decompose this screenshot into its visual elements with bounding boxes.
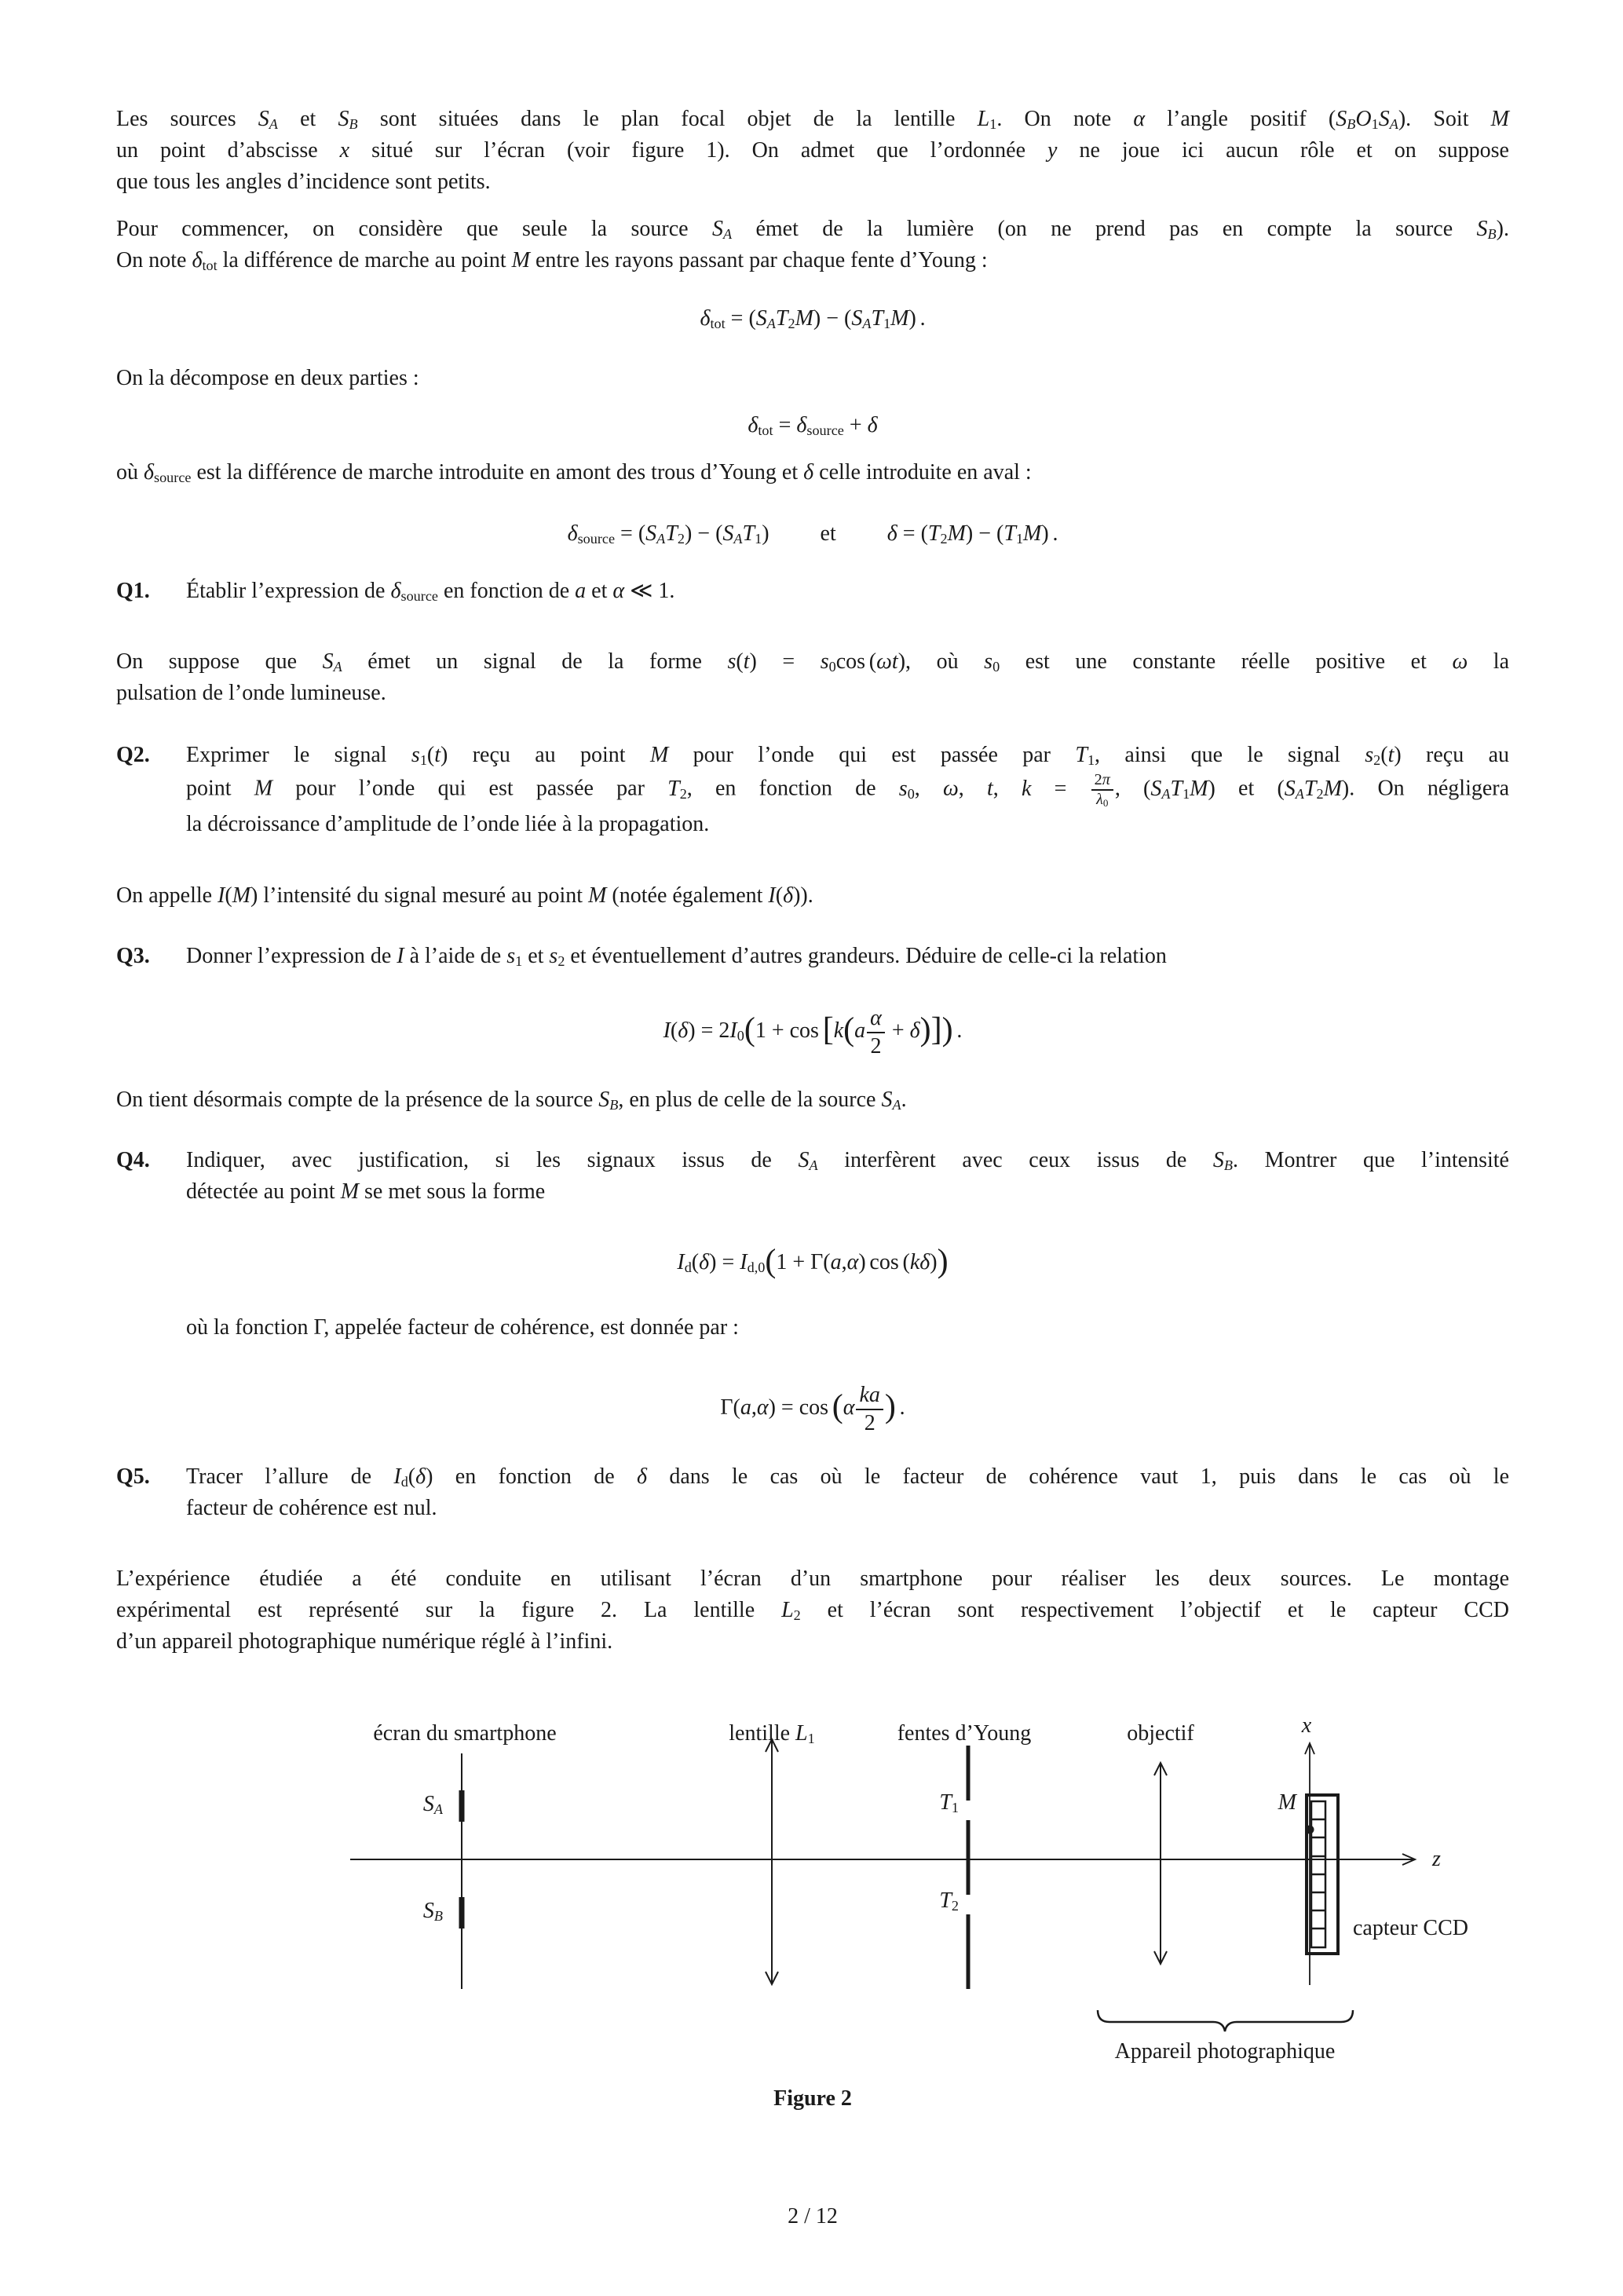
question-q1-text: Établir l’expression de $\delta_{source}$ en fonction de a et α ≪ 1. xyxy=(186,579,675,604)
question-q4 xyxy=(116,1145,1509,1208)
equation-intensite-i-delta: $I(\delta) = 2I_0(1 + \cos [k(a$ $\frac{\alpha}{2}$ + δ)]) . xyxy=(663,1006,963,1058)
label-lentille-l1: lentille $L_1$ xyxy=(729,1721,815,1747)
label-z-axis: z xyxy=(1432,1847,1441,1872)
label-source-sb: $S_B$ xyxy=(422,1899,443,1925)
appareil-underbrace xyxy=(1098,2010,1353,2031)
question-q5-label: Q5. xyxy=(116,1464,150,1490)
paragraph-facteur-coherence: où la fonction Γ, appelée facteur de cohérence, est donnée par : xyxy=(186,1315,739,1340)
lens-l1-arrow xyxy=(766,1739,778,1984)
paragraph-decompose: On la décompose en deux parties : xyxy=(116,366,419,390)
question-q3-label: Q3. xyxy=(116,944,150,969)
question-q2-label: Q2. xyxy=(116,743,150,767)
label-objectif: objectif xyxy=(1127,1721,1194,1746)
equation-delta-source-et-delta xyxy=(116,515,1509,553)
paragraph-ou-delta-source: où $\delta_{source}$ est la différence de marche introduite en amont des trous d’Young et δ celle introduite en aval : xyxy=(116,460,1032,485)
question-q2 xyxy=(116,740,1509,840)
paragraph-intro: Les sources $S_A$ et $S_B$ sont situées dans le plan focal objet de la lentille $L_1$. On note α l’angle positif $(S_BO_1S_A)$. Soit M un point d’abscisse x situé sur l’écran (voir figure 1). On admet que l’ordonnée y ne joue ici aucun rôle et on suppose que tous les angles d’incidence sont petits. xyxy=(116,107,1509,194)
objectif-lens-arrow xyxy=(1154,1763,1167,1964)
question-q1 xyxy=(116,576,1509,607)
question-q4-text: Indiquer, avec justification, si les signaux issus de $S_A$ interfèrent avec ceux issus de $S_B$. Montrer que l’intensité détectée au point M se met sous la forme xyxy=(186,1148,1509,1205)
label-point-m: M xyxy=(1278,1790,1296,1815)
equation-decomposition: $\delta_{tot} = \delta_{source} + \delta$ xyxy=(748,413,878,438)
equation-delta-tot: $\delta_{tot} = (S_AT_2M) - (S_AT_1M)$ . xyxy=(700,306,926,331)
label-capteur-ccd: capteur CCD xyxy=(1353,1916,1468,1941)
figure-caption: Figure 2 xyxy=(773,2086,852,2111)
paragraph-source-sb: On tient désormais compte de la présence de la source $S_B$, en plus de celle de la source $S_A$. xyxy=(116,1088,907,1113)
paragraph-signal-source: On suppose que $S_A$ émet un signal de la forme $s(t) = s_0\cos$ (ωt), où $s_0$ est une constante réelle positive et ω la pulsation de l’onde lumineuse. xyxy=(116,649,1509,705)
paragraph-experience: L’expérience étudiée a été conduite en utilisant l’écran d’un smartphone pour réaliser les deux sources. Le montage expérimental est représenté sur la figure 2. La lentille $L_2$ et l’écran sont respectivement l’objectif et le capteur CCD d’un appareil photographique numérique réglé à l’infini. xyxy=(116,1567,1509,1654)
question-q3 xyxy=(116,941,1509,972)
label-fentes-young: fentes d’Young xyxy=(897,1721,1032,1746)
page-number: 2 / 12 xyxy=(788,2204,838,2229)
label-slit-t1: $T_1$ xyxy=(939,1790,959,1816)
label-ecran-smartphone: écran du smartphone xyxy=(373,1721,557,1746)
label-source-sa: $S_A$ xyxy=(422,1792,443,1818)
question-q3-text: Donner l’expression de I à l’aide de $s_1$ et $s_2$ et éventuellement d’autres grandeurs. Déduire de celle-ci la relation xyxy=(186,944,1167,970)
question-q2-text: Exprimer le signal $s_1(t)$ reçu au point M pour l’onde qui est passée par $T_1$, ainsi que le signal $s_2(t)$ reçu au point M pour l’onde qui est passée par $T_2$, en fonction de $s_0$, ω, t, k = $\frac{2\pi}{\lambda_0}$ , $(S_AT_1M)$ et $(S_AT_2M)$. On négligera la décroissance d’amplitude de l’onde liée à la propagation. xyxy=(186,743,1510,837)
label-x-axis: x xyxy=(1301,1713,1312,1738)
equation-delta-aval: $\delta = (T_2M) - (T_1M)$ . xyxy=(886,521,1058,547)
paragraph-pour-commencer: Pour commencer, on considère que seule la source $S_A$ émet de la lumière (on ne prend pas en compte la source $S_B$). On note $\delta_{tot}$ la différence de marche au point M entre les rayons passant par chaque fente d’Young : xyxy=(116,217,1509,273)
label-appareil-photographique: Appareil photographique xyxy=(1114,2039,1336,2064)
equation-delta-source: $\delta_{source} = (S_AT_2) - (S_AT_1)$ xyxy=(567,521,769,547)
question-q1-label: Q1. xyxy=(116,579,150,603)
figure-2-drawing xyxy=(232,1702,1623,2067)
equation-et-separator: et xyxy=(820,521,836,546)
point-m-dot xyxy=(1306,1826,1314,1834)
figure-2-diagram xyxy=(232,1702,1623,2067)
question-q5-text: Tracer l’allure de $I_d(\delta)$ en fonction de δ dans le cas où le facteur de cohérence vaut 1, puis dans le cas où le facteur de cohérence est nul. xyxy=(186,1464,1509,1521)
equation-intensite-detectee: $I_d(\delta) = I_{d,0}(1 + \Gamma(a,\alpha)$ cos (kδ)) xyxy=(677,1243,949,1280)
ccd-pixel-column xyxy=(1311,1801,1325,1947)
equation-gamma: Γ(a,α) = cos (α $\frac{ka}{2}$ ) . xyxy=(720,1383,905,1435)
label-slit-t2: $T_2$ xyxy=(939,1888,959,1914)
question-q5 xyxy=(116,1461,1509,1524)
question-q4-label: Q4. xyxy=(116,1148,150,1173)
paragraph-intensite: On appelle I(M) l’intensité du signal mesuré au point M (notée également I(δ)). xyxy=(116,883,813,909)
